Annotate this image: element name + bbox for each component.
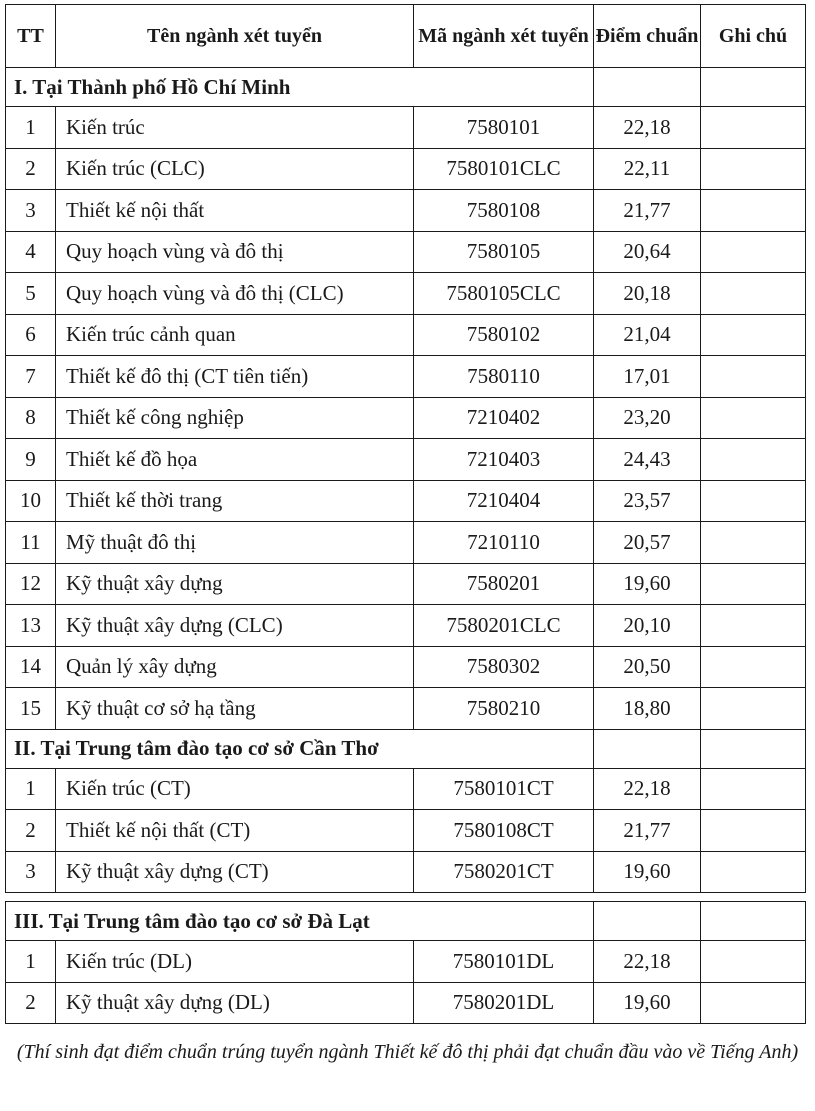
table-row [6, 356, 806, 398]
row-program-name: Thiết kế nội thất [56, 190, 414, 232]
section-gap [6, 893, 806, 902]
row-note [701, 605, 806, 647]
row-note [701, 810, 806, 852]
row-program-name: Kiến trúc [56, 107, 414, 149]
row-tt: 12 [6, 563, 56, 605]
row-note [701, 851, 806, 893]
gap-cell [6, 893, 806, 902]
row-program-code: 7210404 [414, 480, 594, 522]
header-note: Ghi chú [701, 5, 806, 68]
row-tt: 1 [6, 107, 56, 149]
section-note-cell [701, 729, 806, 768]
row-note [701, 273, 806, 315]
row-program-name: Thiết kế đồ họa [56, 439, 414, 481]
header-score: Điểm chuẩn [594, 5, 701, 68]
row-note [701, 314, 806, 356]
section-score-cell [594, 729, 701, 768]
row-program-name: Thiết kế nội thất (CT) [56, 810, 414, 852]
table-body [6, 68, 806, 1024]
row-tt: 10 [6, 480, 56, 522]
row-cutoff-score: 18,80 [594, 688, 701, 730]
row-tt: 2 [6, 982, 56, 1024]
table-row [6, 231, 806, 273]
row-tt: 4 [6, 231, 56, 273]
section-row [6, 68, 806, 107]
row-cutoff-score: 19,60 [594, 851, 701, 893]
row-cutoff-score: 23,20 [594, 397, 701, 439]
row-note [701, 231, 806, 273]
row-program-code: 7580201CT [414, 851, 594, 893]
table-row [6, 190, 806, 232]
table-row [6, 810, 806, 852]
row-cutoff-score: 22,18 [594, 941, 701, 983]
row-tt: 14 [6, 646, 56, 688]
table-row [6, 107, 806, 149]
row-program-code: 7580108CT [414, 810, 594, 852]
row-program-name: Kỹ thuật cơ sở hạ tầng [56, 688, 414, 730]
row-program-code: 7580201DL [414, 982, 594, 1024]
row-program-name: Thiết kế công nghiệp [56, 397, 414, 439]
row-note [701, 982, 806, 1024]
row-program-code: 7580302 [414, 646, 594, 688]
row-cutoff-score: 21,77 [594, 190, 701, 232]
row-program-name: Mỹ thuật đô thị [56, 522, 414, 564]
row-cutoff-score: 24,43 [594, 439, 701, 481]
row-program-code: 7580101DL [414, 941, 594, 983]
row-program-name: Quản lý xây dựng [56, 646, 414, 688]
table-row [6, 439, 806, 481]
row-tt: 13 [6, 605, 56, 647]
row-program-code: 7580201 [414, 563, 594, 605]
row-tt: 11 [6, 522, 56, 564]
section-note-cell [701, 68, 806, 107]
table-row [6, 480, 806, 522]
row-tt: 1 [6, 768, 56, 810]
row-note [701, 356, 806, 398]
row-tt: 5 [6, 273, 56, 315]
header-code: Mã ngành xét tuyển [414, 5, 594, 68]
row-note [701, 439, 806, 481]
row-note [701, 522, 806, 564]
row-cutoff-score: 20,50 [594, 646, 701, 688]
section-title: III. Tại Trung tâm đào tạo cơ sở Đà Lạt [6, 902, 594, 941]
row-tt: 3 [6, 851, 56, 893]
table-row [6, 851, 806, 893]
row-program-code: 7580102 [414, 314, 594, 356]
row-program-name: Kỹ thuật xây dựng (DL) [56, 982, 414, 1024]
footnote: (Thí sinh đạt điểm chuẩn trúng tuyển ngành Thiết kế đô thị phải đạt chuẩn đầu vào về Tiếng Anh) [16, 1041, 799, 1063]
row-tt: 7 [6, 356, 56, 398]
row-program-name: Kiến trúc (CT) [56, 768, 414, 810]
row-note [701, 563, 806, 605]
table-row [6, 563, 806, 605]
row-tt: 2 [6, 810, 56, 852]
admission-scores-table [5, 4, 806, 1024]
row-program-code: 7580101 [414, 107, 594, 149]
row-program-code: 7580110 [414, 356, 594, 398]
row-program-code: 7580201CLC [414, 605, 594, 647]
row-note [701, 941, 806, 983]
row-note [701, 148, 806, 190]
row-tt: 9 [6, 439, 56, 481]
admission-scores-sheet [5, 4, 805, 1024]
row-program-name: Kỹ thuật xây dựng (CLC) [56, 605, 414, 647]
table-row [6, 768, 806, 810]
row-cutoff-score: 20,57 [594, 522, 701, 564]
table-row [6, 397, 806, 439]
row-note [701, 107, 806, 149]
row-program-name: Kỹ thuật xây dựng [56, 563, 414, 605]
row-program-name: Quy hoạch vùng và đô thị [56, 231, 414, 273]
row-cutoff-score: 19,60 [594, 563, 701, 605]
row-program-code: 7580101CT [414, 768, 594, 810]
row-tt: 2 [6, 148, 56, 190]
row-note [701, 480, 806, 522]
section-row [6, 729, 806, 768]
table-header-row [6, 5, 806, 68]
row-cutoff-score: 19,60 [594, 982, 701, 1024]
row-program-code: 7580105CLC [414, 273, 594, 315]
row-program-name: Kỹ thuật xây dựng (CT) [56, 851, 414, 893]
table-row [6, 982, 806, 1024]
section-row [6, 902, 806, 941]
row-cutoff-score: 21,77 [594, 810, 701, 852]
row-program-code: 7580210 [414, 688, 594, 730]
row-note [701, 646, 806, 688]
header-name: Tên ngành xét tuyển [56, 5, 414, 68]
row-program-name: Kiến trúc cảnh quan [56, 314, 414, 356]
row-program-code: 7580105 [414, 231, 594, 273]
row-program-code: 7210403 [414, 439, 594, 481]
row-program-name: Kiến trúc (DL) [56, 941, 414, 983]
section-title: I. Tại Thành phố Hồ Chí Minh [6, 68, 594, 107]
row-tt: 6 [6, 314, 56, 356]
row-tt: 3 [6, 190, 56, 232]
row-cutoff-score: 23,57 [594, 480, 701, 522]
row-cutoff-score: 22,11 [594, 148, 701, 190]
row-program-name: Thiết kế thời trang [56, 480, 414, 522]
table-row [6, 148, 806, 190]
row-note [701, 397, 806, 439]
table-row [6, 522, 806, 564]
table-row [6, 688, 806, 730]
row-tt: 8 [6, 397, 56, 439]
row-cutoff-score: 17,01 [594, 356, 701, 398]
row-note [701, 190, 806, 232]
row-tt: 15 [6, 688, 56, 730]
table-row [6, 314, 806, 356]
section-note-cell [701, 902, 806, 941]
table-row [6, 646, 806, 688]
section-score-cell [594, 902, 701, 941]
row-program-code: 7210110 [414, 522, 594, 564]
row-program-code: 7580108 [414, 190, 594, 232]
row-note [701, 688, 806, 730]
section-title: II. Tại Trung tâm đào tạo cơ sở Cần Thơ [6, 729, 594, 768]
row-program-name: Quy hoạch vùng và đô thị (CLC) [56, 273, 414, 315]
row-cutoff-score: 21,04 [594, 314, 701, 356]
table-row [6, 941, 806, 983]
row-tt: 1 [6, 941, 56, 983]
row-program-name: Kiến trúc (CLC) [56, 148, 414, 190]
row-cutoff-score: 22,18 [594, 107, 701, 149]
table-row [6, 605, 806, 647]
table-row [6, 273, 806, 315]
header-tt: TT [6, 5, 56, 68]
row-cutoff-score: 20,10 [594, 605, 701, 647]
row-program-name: Thiết kế đô thị (CT tiên tiến) [56, 356, 414, 398]
row-program-code: 7210402 [414, 397, 594, 439]
section-score-cell [594, 68, 701, 107]
row-cutoff-score: 20,64 [594, 231, 701, 273]
row-note [701, 768, 806, 810]
row-cutoff-score: 22,18 [594, 768, 701, 810]
row-cutoff-score: 20,18 [594, 273, 701, 315]
row-program-code: 7580101CLC [414, 148, 594, 190]
